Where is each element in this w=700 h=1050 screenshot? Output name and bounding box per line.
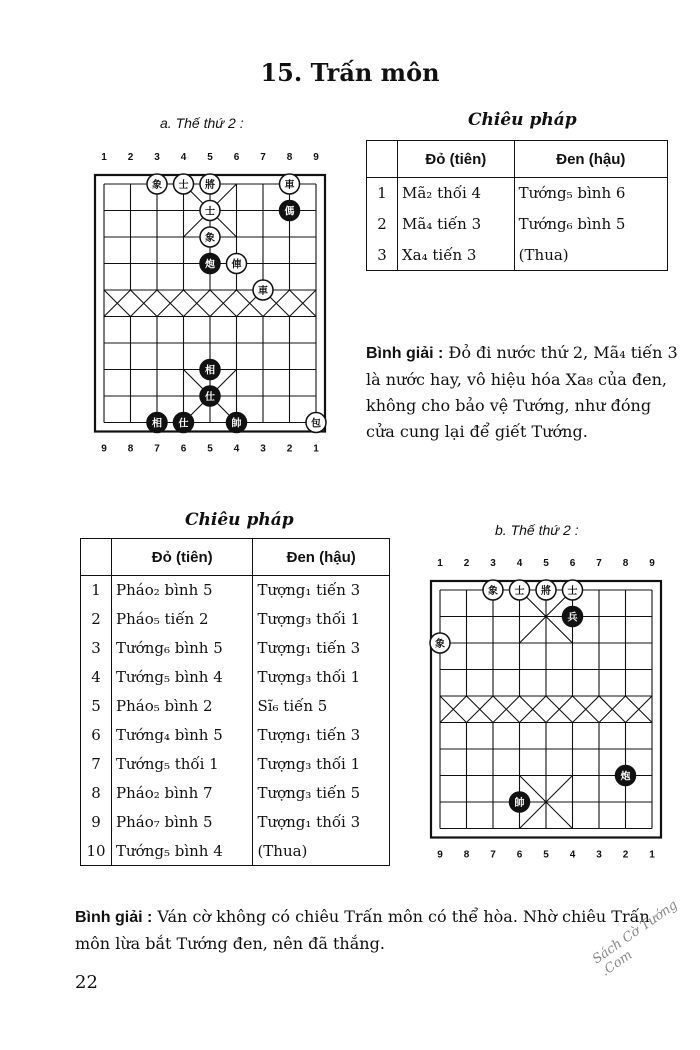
board-a-piece-label: 士 [205,206,215,218]
header-black: Đen (hậu) [514,141,667,178]
move-num-cell: 1 [367,178,398,209]
table-row [81,634,390,663]
move-num-cell: 8 [81,779,112,808]
board-a-top-number: 7 [260,152,266,163]
table-row [81,605,390,634]
table-row [367,240,668,271]
board-b-river-line [440,696,652,723]
commentary-b-label: Bình giải : [75,909,153,926]
board-b-bottom-number: 3 [596,849,602,861]
table-b-heading: Chiêu pháp [185,510,294,530]
board-a-top-number: 8 [286,152,293,163]
move-red-cell: Pháo₅ tiến 2 [112,605,253,634]
table-row [81,721,390,750]
board-a-top-number: 4 [180,152,187,163]
table-row [367,178,668,209]
board-b-top-number: 4 [516,558,523,569]
commentary-b-text: Ván cờ không có chiêu Trấn môn có thể hòa. Nhờ chiêu Trấn môn lừa bắt Tướng đen, nên đã thắng. [75,907,650,953]
move-red-cell: Pháo₂ bình 7 [112,779,253,808]
board-b-piece-label: 士 [567,586,578,597]
board-a-river-line [104,290,316,317]
move-black-cell: Tượng₁ tiến 3 [253,721,390,750]
moves-table-b [80,538,390,866]
move-black-cell: Tướng₅ bình 6 [514,178,667,209]
move-num-cell: 7 [81,750,112,779]
board-a-bottom-number: 6 [180,443,187,455]
board-a-river-line [104,290,316,317]
move-black-cell: (Thua) [514,240,667,271]
board-a-top-number: 5 [207,152,213,163]
move-black-cell: Tượng₃ tiến 5 [253,779,390,808]
board-b-top-number: 9 [649,558,655,569]
board-b-top-number: 6 [569,558,576,569]
board-b-bottom-number: 1 [649,849,655,861]
move-red-cell: Tướng₅ bình 4 [112,837,253,866]
board-a-piece-label: 車 [258,286,268,297]
board-a-piece-label: 車 [284,180,295,191]
board-a-top-number: 1 [101,152,107,163]
board-a-piece-label: 相 [152,418,162,430]
board-a-bottom-number: 5 [207,443,213,455]
board-b-bottom-number: 7 [490,849,496,861]
table-a-heading: Chiêu pháp [468,110,577,130]
table-row [81,779,390,808]
move-num-cell: 3 [367,240,398,271]
table-row [81,808,390,837]
board-b-top-number: 5 [543,558,549,569]
move-black-cell: Tướng₆ bình 5 [514,209,667,240]
commentary-a-label: Bình giải : [366,345,444,362]
move-num-cell: 3 [81,634,112,663]
board-a-bottom-number: 1 [313,443,319,455]
page-title: 15. Trấn môn [260,58,440,87]
move-black-cell: Tượng₁ thối 3 [253,808,390,837]
commentary-a-text: Đỏ đi nước thứ 2, Mã₄ tiến 3 là nước hay, vô hiệu hóa Xa₈ của đen, không cho bảo vệ Tướng, như đóng cửa cung lại để giết Tướng. [366,343,678,441]
move-black-cell: Tượng₃ thối 1 [253,663,390,692]
board-a-piece-label: 士 [178,180,189,191]
board-b-piece-label: 炮 [620,771,631,783]
board-b-piece-label: 象 [435,639,445,650]
header-num [367,141,398,178]
board-b-piece-label: 帥 [514,798,525,809]
board-b-bottom-number: 5 [543,849,549,861]
move-red-cell: Mã₄ tiến 3 [398,209,515,240]
move-red-cell: Pháo₂ bình 5 [112,576,253,605]
commentary-b [75,904,675,957]
board-b-piece-label: 將 [541,586,551,597]
board-b-top-number: 7 [596,558,602,569]
board-a-bottom-number: 9 [101,443,107,455]
board-a-bottom-number: 2 [286,443,293,455]
board-b-bottom-number: 2 [622,849,629,861]
move-black-cell: Tượng₁ tiến 3 [253,634,390,663]
board-a-piece-label: 象 [205,233,215,244]
move-red-cell: Pháo₅ bình 2 [112,692,253,721]
board-a-piece-label: 仕 [205,392,215,403]
move-black-cell: Sĩ₆ tiến 5 [253,692,390,721]
board-a-caption: a. Thế thứ 2 : [160,115,244,131]
watermark: Sách Cờ Tướng .Com [590,897,681,980]
table-row [81,750,390,779]
board-b-river-line [440,696,652,723]
move-black-cell: Tượng₁ tiến 3 [253,576,390,605]
board-a-piece-label: 炮 [205,259,215,271]
table-row [81,692,390,721]
board-a-piece-label: 帥 [231,418,242,430]
board-b [418,554,680,879]
header-red: Đỏ (tiên) [112,539,253,576]
board-a-bottom-number: 4 [233,443,240,455]
move-red-cell: Xa₄ tiến 3 [398,240,515,271]
board-b-top-number: 1 [437,558,443,569]
header-black: Đen (hậu) [253,539,390,576]
board-a-piece-label: 相 [205,365,215,377]
move-red-cell: Mã₂ thối 4 [398,178,515,209]
board-b-bottom-number: 6 [516,849,523,861]
move-num-cell: 1 [81,576,112,605]
board-b-bottom-number: 9 [437,849,443,861]
board-b-bottom-number: 4 [569,849,576,861]
table-row [81,663,390,692]
moves-table-a [366,140,668,271]
board-a-piece-label: 傌 [284,206,295,218]
move-black-cell: Tượng₃ thối 1 [253,605,390,634]
move-red-cell: Pháo₇ bình 5 [112,808,253,837]
move-red-cell: Tướng₆ bình 5 [112,634,253,663]
board-a-piece-label: 仕 [178,418,189,430]
board-a-top-number: 2 [127,152,134,163]
board-a-piece-label: 將 [205,180,215,191]
move-num-cell: 9 [81,808,112,837]
board-a-piece-label: 俥 [231,259,242,271]
move-num-cell: 5 [81,692,112,721]
board-a-bottom-number: 8 [127,443,134,455]
move-black-cell: Tượng₃ thối 1 [253,750,390,779]
board-a-piece-label: 包 [311,418,321,430]
board-a-piece-label: 象 [152,180,162,191]
board-a-top-number: 9 [313,152,319,163]
board-a-bottom-number: 7 [154,443,160,455]
move-num-cell: 4 [81,663,112,692]
table-row [367,209,668,240]
header-num [81,539,112,576]
header-red: Đỏ (tiên) [398,141,515,178]
move-num-cell: 10 [81,837,112,866]
commentary-a [366,340,678,445]
board-b-piece-label: 士 [514,586,525,597]
move-num-cell: 2 [367,209,398,240]
board-b-piece-label: 兵 [567,612,578,624]
move-num-cell: 6 [81,721,112,750]
move-red-cell: Tướng₅ thối 1 [112,750,253,779]
table-row [81,576,390,605]
move-num-cell: 2 [81,605,112,634]
board-b-bottom-number: 8 [463,849,470,861]
table-row [81,837,390,866]
board-b-top-number: 3 [490,558,496,569]
move-red-cell: Tướng₅ bình 4 [112,663,253,692]
board-b-caption: b. Thế thứ 2 : [495,522,579,538]
page-number: 22 [75,972,98,993]
board-a-top-number: 3 [154,152,160,163]
board-b-top-number: 8 [622,558,629,569]
move-black-cell: (Thua) [253,837,390,866]
board-a-top-number: 6 [233,152,240,163]
move-red-cell: Tướng₄ bình 5 [112,721,253,750]
board-b-piece-label: 象 [488,586,498,597]
board-a-bottom-number: 3 [260,443,266,455]
board-b-top-number: 2 [463,558,470,569]
board-a [82,148,342,473]
